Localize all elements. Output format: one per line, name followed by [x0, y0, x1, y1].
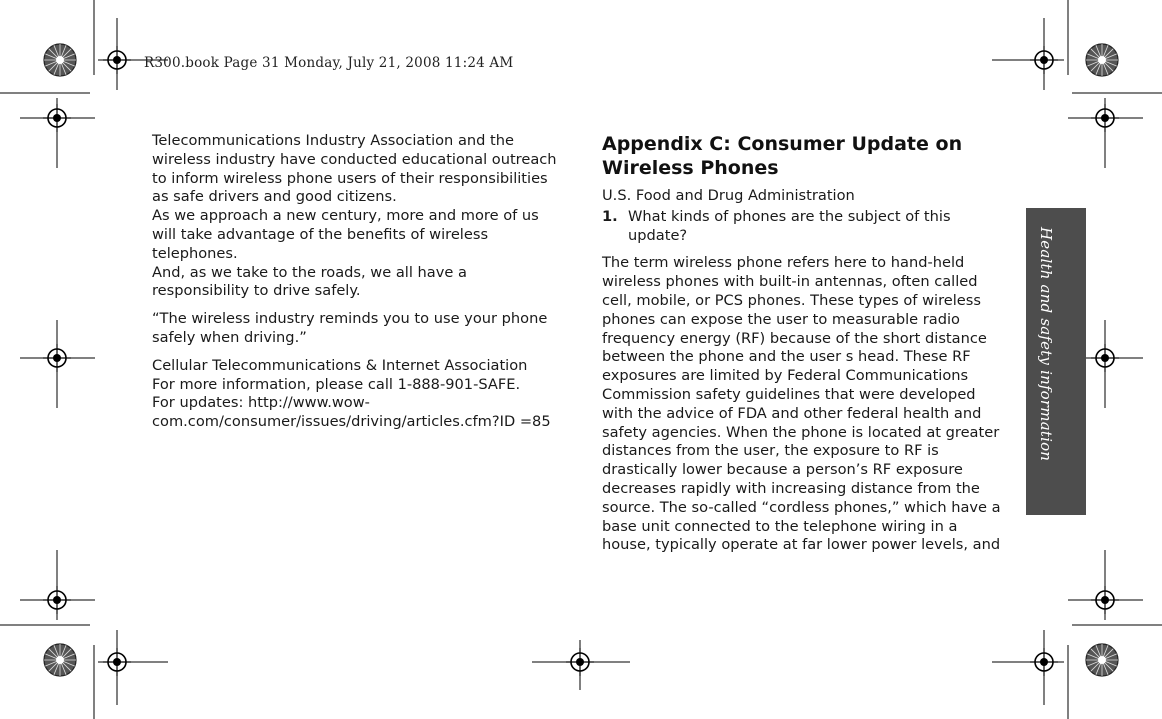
question-number: 1. — [602, 207, 618, 225]
section-tab — [1026, 208, 1086, 515]
org-name: Cellular Telecommunications & Internet Association — [152, 356, 528, 374]
page-header: R300.book Page 31 Monday, July 21, 2008 11:24 AM — [144, 55, 514, 71]
agency-name: U.S. Food and Drug Administration — [602, 187, 855, 204]
century-statement: As we approach a new century, more and more of us will take advantage of the benefits of wireless telephones. — [152, 207, 539, 262]
section-tab-text: Health and safety information — [1037, 227, 1055, 462]
appendix-heading: Appendix C: Consumer Update on Wireless Phones — [602, 133, 963, 179]
left-column — [152, 132, 562, 441]
updates-url: For updates: http://www.wow-com.com/consumer/issues/driving/articles.cfm?ID =85 — [152, 394, 551, 431]
question-item — [602, 208, 1008, 246]
quote: “The wireless industry reminds you to use your phone safely when driving.” — [152, 310, 548, 346]
indented-block — [152, 132, 562, 301]
phone-info: For more information, please call 1-888-901-SAFE. — [152, 375, 521, 393]
answer-body: The term wireless phone refers here to hand-held wireless phones with built-in antennas, often called cell, mobile, or PCS phones. These types of wireless phones can expose the user to measurable radio frequency energy (RF) because of the short distance between the phone and the user s head. These RF exposures are limited by Federal Communications Commission safety guidelines that were developed with the advice of FDA and other federal health and safety agencies. When the phone is located at greater distances from the user, the exposure to RF is drastically lower because a person’s RF exposure decreases rapidly with increasing distance from the source. The so-called “cordless phones,” which have a base unit connected to the telephone wiring in a house, typically operate at far lower power levels, and — [602, 254, 1001, 554]
contact-block — [152, 357, 562, 432]
drive-safely-statement: And, as we take to the roads, we all have a responsibility to drive safely. — [152, 263, 467, 300]
right-column — [602, 132, 1008, 555]
section-tab-label — [1037, 227, 1055, 462]
question-text: What kinds of phones are the subject of this update? — [628, 207, 951, 244]
tia-statement: Telecommunications Industry Association and the wireless industry have conducted educational outreach to inform wireless phone users of their responsibilities as safe drivers and good citizens. — [152, 132, 557, 206]
